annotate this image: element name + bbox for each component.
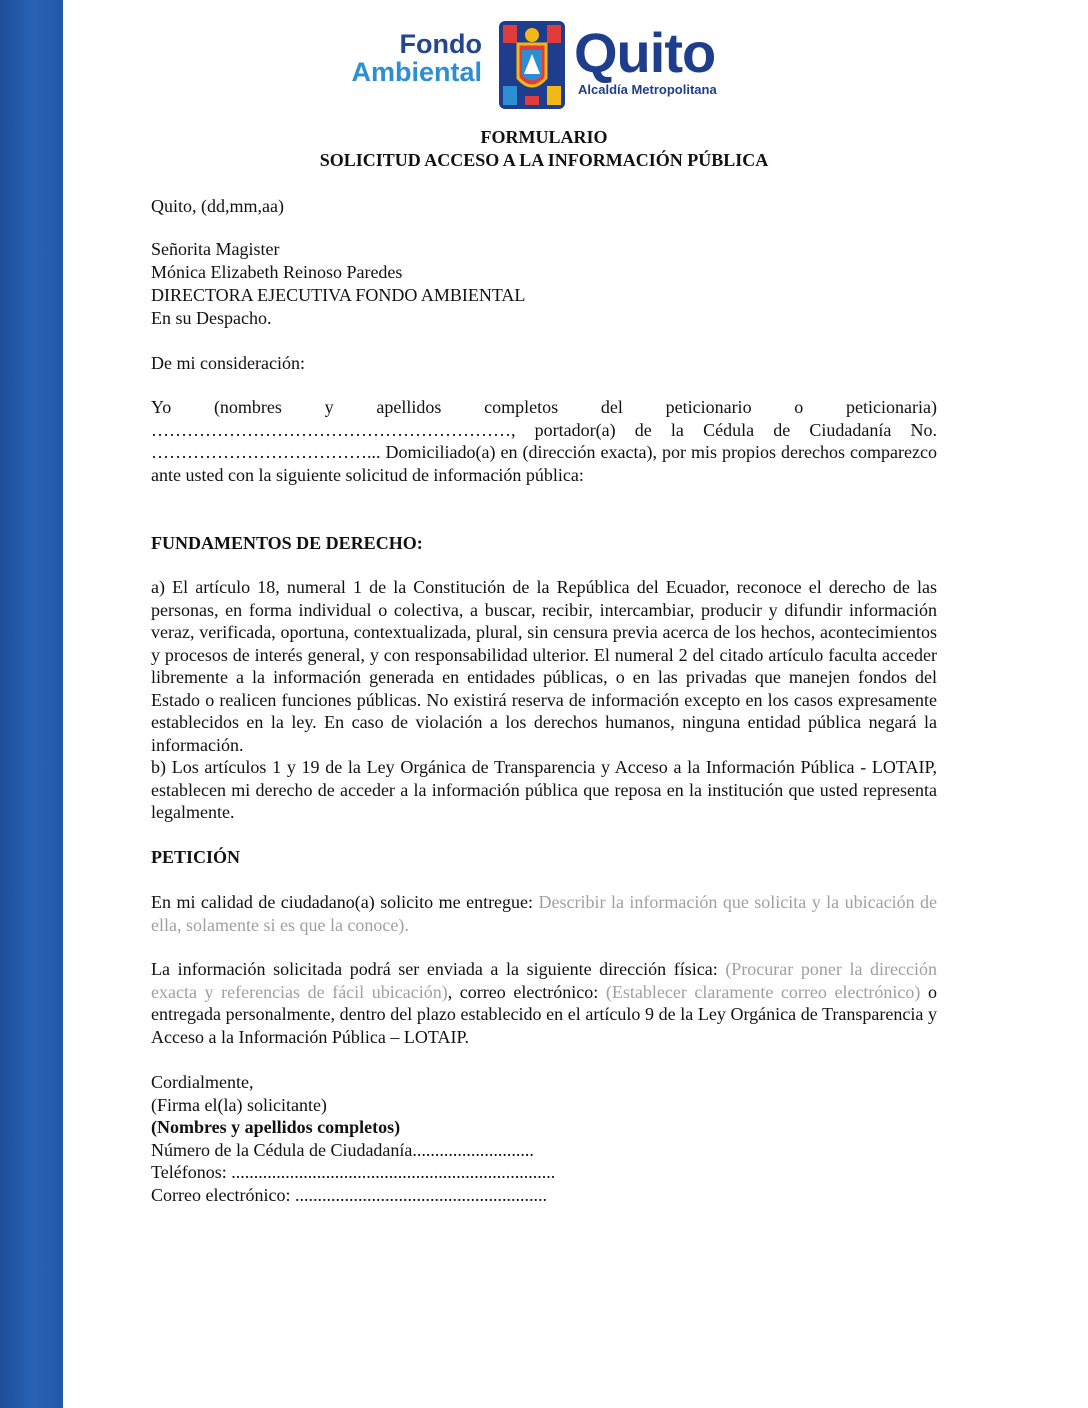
peticion-paragraph-2: [151, 958, 937, 1048]
peticion-paragraph-1: [151, 891, 937, 936]
date-line: Quito, (dd,mm,aa): [151, 196, 284, 216]
logo-ambiental-text: Ambiental: [351, 57, 482, 87]
quito-logo: [574, 21, 717, 97]
fundamentos-paragraph-b: b) Los artículos 1 y 19 de la Ley Orgánica de Transparencia y Acceso a la Información Pública - LOTAIP, establecen mi derecho de acceder a la información pública que reposa en la institución que usted representa legalmente.: [151, 757, 937, 822]
phone-line: Teléfonos: ........................................................................: [151, 1162, 556, 1182]
closing-salutation: Cordialmente,: [151, 1072, 254, 1092]
peticion-heading: PETICIÓN: [151, 847, 241, 867]
intro-paragraph: Yo (nombres y apellidos completos del peticionario o peticionaria) ……………………………………………………, portador(a) de la Cédula de Ciudadanía No. ………………………………... Domiciliado(a) en (dirección exacta), por mis propios derechos comparezco ante usted con la siguiente solicitud de información pública:: [151, 397, 937, 485]
document-title: FORMULARIO: [480, 127, 608, 147]
document-subtitle: SOLICITUD ACCESO A LA INFORMACIÓN PÚBLICA: [319, 150, 769, 170]
address-hint: (Procurar poner la dirección exacta y referencias de fácil ubicación): [151, 959, 937, 1002]
recipient-office: En su Despacho.: [151, 308, 272, 328]
fundamentos-heading: FUNDAMENTOS DE DERECHO:: [151, 533, 423, 553]
side-band: [0, 0, 63, 1408]
fundamentos-paragraph-a: a) El artículo 18, numeral 1 de la Constitución de la República del Ecuador, reconoce el derecho de las personas, en forma individual o colectiva, a buscar, recibir, intercambiar, producir y difundir información veraz, verificada, oportuna, contextualizada, plural, sin censura previa acerca de los hechos, acontecimientos y procesos de interés general, y con responsabilidad ulterior. El numeral 2 del citado artículo faculta acceder libremente a la información generada en entidades públicas, o en las privadas que manejen fondos del Estado o realicen funciones públicas. No existirá reserva de información excepto en los casos expresamente establecidos en la ley. En caso de violación a los derechos humanos, ninguna entidad pública negará la información.: [151, 577, 937, 755]
email-line: Correo electrónico: ........................................................: [151, 1185, 547, 1205]
logo-fondo-text: Fondo: [399, 29, 482, 59]
recipient-title: Señorita Magister: [151, 239, 280, 259]
signature-line: (Firma el(la) solicitante): [151, 1095, 327, 1115]
id-number-line: Número de la Cédula de Ciudadanía...........................: [151, 1140, 534, 1160]
delivery-text-2: , correo electrónico:: [447, 981, 599, 1002]
fondo-ambiental-logo: [308, 30, 482, 86]
recipient-name: Mónica Elizabeth Reinoso Paredes: [151, 262, 403, 282]
peticion-request-hint: Describir la información que solicita y la ubicación de ella, solamente si es que la conoce).: [151, 892, 938, 935]
logo: [308, 20, 748, 112]
quito-coat-of-arms-icon: [498, 20, 566, 110]
delivery-text-3: o entregada personalmente, dentro del plazo establecido en el artículo 9 de la Ley Orgánica de Transparencia y Acceso a la Información Pública – LOTAIP.: [151, 981, 937, 1047]
email-hint: (Establecer claramente correo electrónico): [605, 981, 921, 1002]
delivery-text-1: La información solicitada podrá ser enviada a la siguiente dirección física:: [151, 959, 718, 979]
greeting: De mi consideración:: [151, 353, 305, 373]
peticion-request-text: En mi calidad de ciudadano(a) solicito me entregue:: [151, 892, 534, 912]
full-name-line: (Nombres y apellidos completos): [151, 1117, 401, 1137]
logo-quito-text: Quito: [574, 21, 716, 84]
logo-alcaldia-text: Alcaldía Metropolitana: [578, 82, 717, 97]
recipient-position: DIRECTORA EJECUTIVA FONDO AMBIENTAL: [151, 285, 526, 305]
